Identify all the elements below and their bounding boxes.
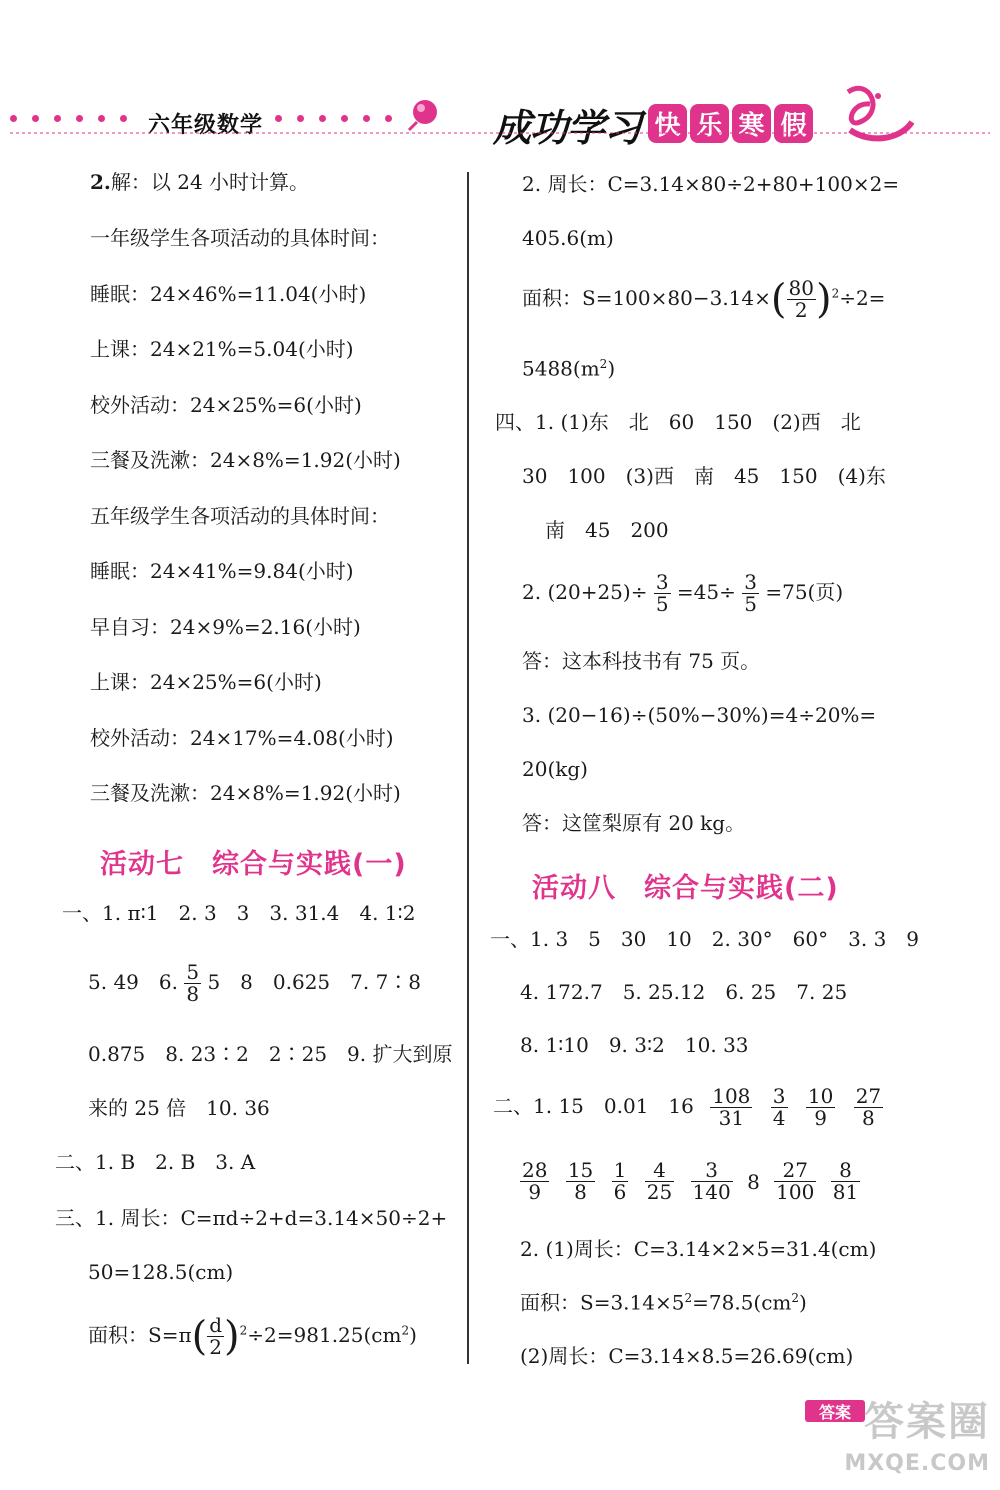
answer-line: 睡眠：24×41%=9.84(小时)	[90, 559, 354, 583]
fraction: $\frac{15}{8}$	[567, 1158, 594, 1204]
answer-line: 一年级学生各项活动的具体时间：	[90, 226, 390, 250]
answer-line: 四、1. (1)东 北 60 150 (2)西 北	[495, 410, 861, 434]
fraction: $\frac{3}{140}$	[692, 1158, 731, 1204]
answer-line: 早自习：24×9%=2.16(小时)	[90, 615, 361, 639]
answer-line: 五年级学生各项活动的具体时间：	[90, 504, 390, 528]
fraction: $\frac{27}{100}$	[776, 1158, 815, 1204]
answer-line: 405.6(m)	[522, 226, 614, 250]
answer-line: 2. 周长：C=3.14×80÷2+80+100×2=	[522, 172, 900, 196]
fraction: $\frac{27}{8}$	[855, 1084, 882, 1130]
answer-line: $5488(m^2)$	[522, 356, 616, 381]
answer-line: 一、1. 3 5 30 10 2. 30° 60° 3. 3 9	[490, 927, 920, 951]
fraction: $\frac{10}{9}$	[807, 1084, 834, 1130]
lollipop-icon	[405, 98, 441, 132]
answer-line: 2.解：以 24 小时计算。	[90, 170, 310, 194]
answer-line: 三、1. 周长：C=πd÷2+d=3.14×50÷2+	[55, 1206, 448, 1230]
badge-char: 假	[774, 104, 813, 143]
answer-line: 5. 49 6. $\frac{5}{8}$ 5 8 0.625 7. 7∶8	[88, 960, 422, 1006]
answer-line: 2. (20+25)÷ $\frac{3}{5}$ =45÷ $\frac{3}{5}$ =75(页)	[522, 570, 844, 616]
answer-line: 面积：S=100×80−3.14×( $\frac{80}{2}$ )$^2$÷2=	[522, 276, 886, 323]
section-title-activity-7: 活动七 综合与实践(一)	[100, 849, 407, 880]
fraction: $\frac{3}{5}$	[744, 570, 757, 616]
answer-line: 校外活动：24×17%=4.08(小时)	[90, 726, 394, 750]
section-title-activity-8: 活动八 综合与实践(二)	[532, 873, 839, 904]
fraction: $\frac{4}{25}$	[646, 1158, 673, 1204]
answer-line: 20(kg)	[522, 757, 588, 781]
ribbon-decoration-icon	[840, 82, 920, 147]
answer-line: 面积：$S=3.14\times 5^2=78.5(cm^2)$	[520, 1290, 807, 1315]
answer-line: 答：这筐梨原有 20 kg。	[522, 811, 746, 835]
answer-line: $\frac{28}{9}$ $\frac{15}{8}$ $\frac{1}{6}$ $\frac{4}{25}$ $\frac{3}{140}$ 8 $\frac{27}{100}$ $\frac{8}{81}$	[522, 1158, 859, 1204]
answer-line: 0.875 8. 23∶2 2∶25 9. 扩大到原	[88, 1042, 453, 1066]
grade-title: 六年级数学	[148, 113, 264, 138]
answer-line: 三餐及洗漱：24×8%=1.92(小时)	[90, 781, 401, 805]
answer-line: 8. 1∶10 9. 3∶2 10. 33	[520, 1033, 749, 1057]
answer-line: 30 100 (3)西 南 45 150 (4)东	[522, 464, 886, 488]
watermark	[815, 1390, 990, 1485]
fraction: $\frac{3}{5}$	[655, 570, 669, 616]
answer-line: 4. 172.7 5. 25.12 6. 25 7. 25	[520, 980, 848, 1004]
page-header	[0, 0, 1000, 150]
watermark-url: MXQE.COM	[844, 1451, 990, 1476]
column-divider	[467, 172, 469, 1364]
fraction: $\frac{8}{81}$	[832, 1158, 859, 1204]
answer-line: 三餐及洗漱：24×8%=1.92(小时)	[90, 448, 401, 472]
brand-title: 成功学习	[493, 106, 642, 150]
fraction: $\frac{108}{31}$	[712, 1084, 751, 1130]
answer-line: 50=128.5(cm)	[88, 1260, 234, 1284]
answer-line: 校外活动：24×25%=6(小时)	[90, 393, 362, 417]
header-rule	[0, 130, 1000, 136]
badge-char: 寒	[732, 104, 771, 143]
answer-line: 上课：24×25%=6(小时)	[90, 670, 322, 694]
answer-line: 2. (1)周长：C=3.14×2×5=31.4(cm)	[520, 1237, 877, 1261]
answer-line: 来的 25 倍 10. 36	[88, 1096, 270, 1120]
answer-line: 答：这本科技书有 75 页。	[522, 649, 761, 673]
watermark-logo: 答案圈	[864, 1399, 990, 1445]
answer-line: 南 45 200	[545, 518, 669, 542]
fraction: $\frac{80}{2}$	[788, 276, 814, 322]
badge-char: 快	[648, 104, 687, 143]
answer-line: 面积：S=π( $\frac{d}{2}$ )$^2\div 2=981.25(cm^2)$	[88, 1313, 417, 1360]
fraction: $\frac{1}{6}$	[613, 1158, 627, 1204]
answer-line: (2)周长：C=3.14×8.5=26.69(cm)	[520, 1344, 854, 1368]
badge-char: 乐	[690, 104, 729, 143]
answer-tag: 答案	[805, 1400, 865, 1422]
holiday-badges	[648, 104, 813, 143]
fraction: $\frac{5}{8}$	[186, 960, 200, 1006]
answer-line: 睡眠：24×46%=11.04(小时)	[90, 282, 367, 306]
fraction: $\frac{3}{4}$	[772, 1084, 786, 1130]
answer-line: 上课：24×21%=5.04(小时)	[90, 337, 354, 361]
fraction: $\frac{d}{2}$	[209, 1313, 223, 1359]
answer-line: 二、1. B 2. B 3. A	[55, 1150, 256, 1174]
answer-line: 一、1. π∶1 2. 3 3 3. 31.4 4. 1∶2	[62, 901, 416, 925]
answer-line: 二、1. 15 0.01 16 $\frac{108}{31}$ $\frac{3}{4}$ $\frac{10}{9}$ $\frac{27}{8}$	[493, 1084, 882, 1130]
fraction: $\frac{28}{9}$	[522, 1158, 548, 1204]
answer-line: 3. (20−16)÷(50%−30%)=4÷20%=	[522, 703, 877, 727]
